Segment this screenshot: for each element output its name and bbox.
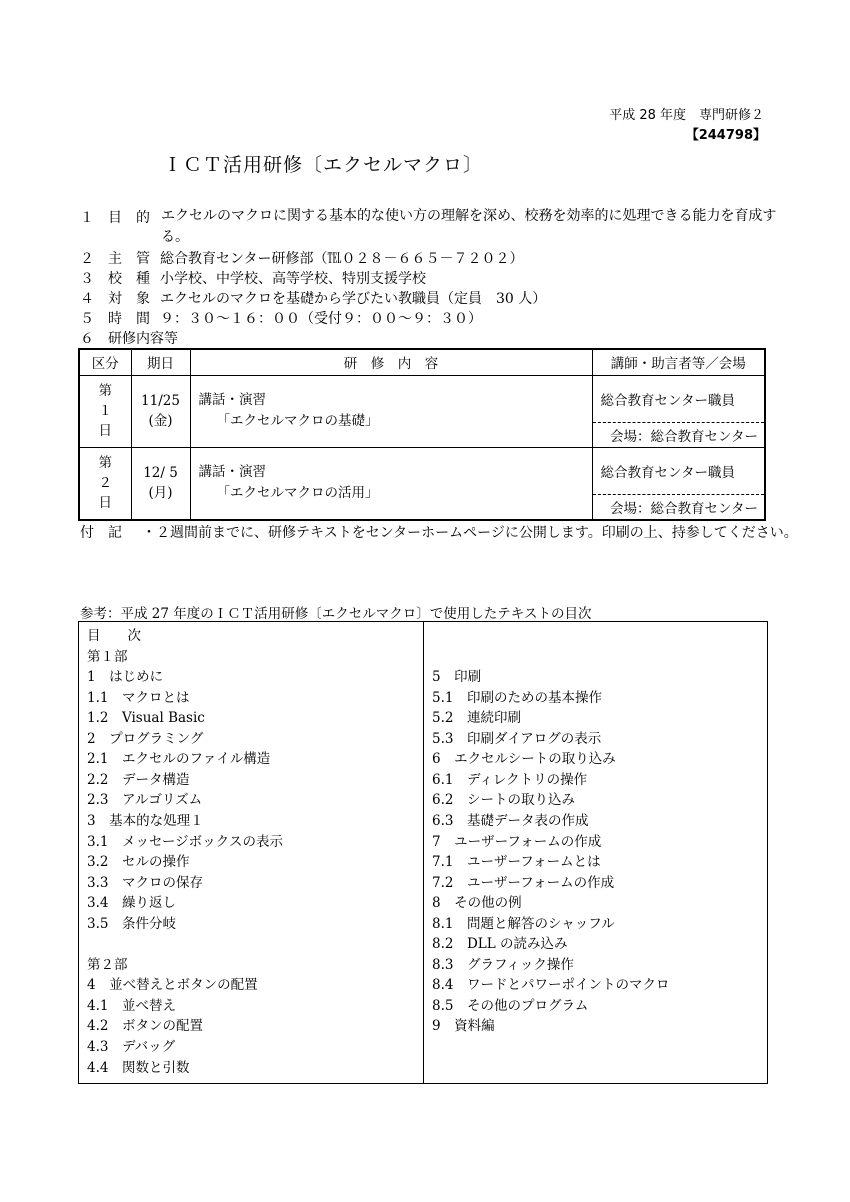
item-text-cont: る。 [161, 229, 189, 245]
toc-entry: 8.3 グラフィック操作 [432, 956, 574, 973]
schedule-header-row [79, 349, 765, 375]
toc-left-column [79, 622, 424, 1083]
toc-entry: 2.2 データ構造 [87, 771, 190, 788]
item-number: ６ [80, 331, 94, 347]
toc-entry: 8.2 DLL の読み込み [432, 936, 568, 953]
toc-entry: 第１部 [87, 648, 128, 665]
item-organizer [80, 248, 523, 268]
toc-entry: 8 その他の例 [432, 895, 522, 912]
toc-entry: 1.2 Visual Basic [87, 710, 205, 727]
header-content: 研 修 内 容 [190, 349, 592, 375]
toc-entry: 5.1 印刷のための基本操作 [432, 689, 602, 706]
item-number: ２ [80, 251, 94, 267]
toc-entry: 2.3 アルゴリズム [87, 792, 203, 809]
teacher-cell [592, 375, 765, 447]
item-label: 研修内容等 [108, 331, 178, 347]
day-label: 第 １ 日 [79, 375, 131, 447]
toc-entry: 3.4 繰り返し [87, 895, 176, 912]
toc-entry: 4.3 デバッグ [87, 1039, 176, 1055]
toc-entry: 目 次 [87, 628, 141, 644]
note-label: 付 記 [80, 525, 122, 541]
course-year-label: 平成 28 年度 専門研修２ [609, 108, 764, 123]
toc-entry: 6.1 ディレクトリの操作 [432, 771, 588, 788]
toc-entry: 8.4 ワードとパワーポイントのマクロ [432, 977, 670, 994]
toc-entry: 4.4 関数と引数 [87, 1059, 190, 1076]
header-date: 期日 [131, 349, 190, 375]
toc-entry: 3.3 マクロの保存 [87, 874, 203, 891]
item-text: 総合教育センター研修部（℡０２８－６６５－７２０２） [160, 251, 524, 267]
toc-entry: 4.2 ボタンの配置 [87, 1018, 203, 1035]
date-cell: 12/ 5 (月) [131, 447, 190, 520]
toc-entry: 4 並べ替えとボタンの配置 [87, 977, 258, 994]
toc-entry: 7.2 ユーザーフォームの作成 [432, 874, 615, 891]
toc-entry: 5 印刷 [432, 669, 482, 686]
toc-entry: 6 エクセルシートの取り込み [432, 751, 616, 768]
item-number: ５ [80, 311, 94, 327]
page-title: ＩＣＴ活用研修〔エクセルマクロ〕 [163, 154, 484, 176]
item-label: 校 種 [108, 271, 150, 287]
header-kubun: 区分 [79, 349, 131, 375]
toc-entry: 1.1 マクロとは [87, 689, 190, 706]
item-school-type [80, 268, 426, 288]
item-label: 対 象 [108, 291, 150, 307]
toc-entry: 5.3 印刷ダイアログの表示 [432, 730, 602, 747]
toc-entry: 9 資料編 [432, 1018, 495, 1035]
item-content [80, 328, 178, 348]
venue: 会場：総合教育センター [610, 500, 758, 517]
item-time [80, 308, 482, 328]
toc-entry: 3.2 セルの操作 [87, 854, 190, 871]
content-cell: 講話・演習 「エクセルマクロの基礎」 [190, 375, 592, 447]
toc-entry: 3.5 条件分岐 [87, 915, 176, 932]
item-text: ９：３０～１６：００（受付９：００～９：３０） [160, 311, 482, 327]
note [80, 522, 798, 542]
toc-entry: 7 ユーザーフォームの作成 [432, 833, 602, 850]
schedule-row [79, 375, 765, 447]
item-label: 主 管 [108, 251, 150, 267]
toc-entry: 6.3 基礎データ表の作成 [432, 812, 589, 829]
item-number: １ [80, 210, 94, 226]
toc-entry: 8.5 その他のプログラム [432, 997, 589, 1014]
reference-title: 参考：平成 27 年度のＩＣＴ活用研修〔エクセルマクロ〕で使用したテキストの目次 [80, 606, 592, 622]
item-label: 時 間 [108, 311, 150, 327]
toc-entry: 3.1 メッセージボックスの表示 [87, 833, 284, 850]
item-text: エクセルのマクロを基礎から学びたい教職員（定員 30 人） [160, 291, 547, 307]
toc-box [78, 621, 768, 1084]
teacher-cell [592, 447, 765, 520]
teacher-name: 総合教育センター職員 [593, 448, 765, 495]
note-text: ・２週間前までに、研修テキストをセンターホームページに公開します。印刷の上、持参してください。 [142, 525, 798, 541]
item-target [80, 288, 546, 308]
item-text: エクセルのマクロに関する基本的な使い方の理解を深め、校務を効率的に処理できる能力を育成す [161, 208, 777, 224]
header-teacher: 講師・助言者等／会場 [592, 349, 765, 375]
item-number: ３ [80, 271, 94, 287]
item-text: 小学校、中学校、高等学校、特別支援学校 [160, 271, 426, 287]
item-number: ４ [80, 291, 94, 307]
toc-entry: 6.2 シートの取り込み [432, 792, 575, 809]
schedule-table [78, 348, 766, 521]
venue: 会場：総合教育センター [610, 428, 758, 445]
toc-entry: 1 はじめに [87, 669, 164, 686]
item-purpose [80, 207, 160, 227]
toc-entry: 3 基本的な処理１ [87, 812, 204, 829]
teacher-name: 総合教育センター職員 [593, 376, 765, 423]
toc-entry: 2 プログラミング [87, 730, 204, 747]
toc-entry: 4.1 並べ替え [87, 997, 176, 1014]
item-purpose-text [161, 206, 781, 248]
day-label: 第 ２ 日 [79, 447, 131, 520]
toc-entry: 7.1 ユーザーフォームとは [432, 854, 601, 871]
toc-right-column [424, 622, 767, 1083]
toc-entry: 8.1 問題と解答のシャッフル [432, 915, 615, 932]
toc-entry: 第２部 [87, 956, 128, 973]
date-cell: 11/25 (金) [131, 375, 190, 447]
content-cell: 講話・演習 「エクセルマクロの活用」 [190, 447, 592, 520]
toc-entry: 5.2 連続印刷 [432, 710, 521, 727]
toc-entry: 2.1 エクセルのファイル構造 [87, 751, 271, 768]
item-label: 目 的 [108, 210, 150, 226]
course-code: 【244798】 [685, 128, 766, 143]
schedule-row [79, 447, 765, 520]
